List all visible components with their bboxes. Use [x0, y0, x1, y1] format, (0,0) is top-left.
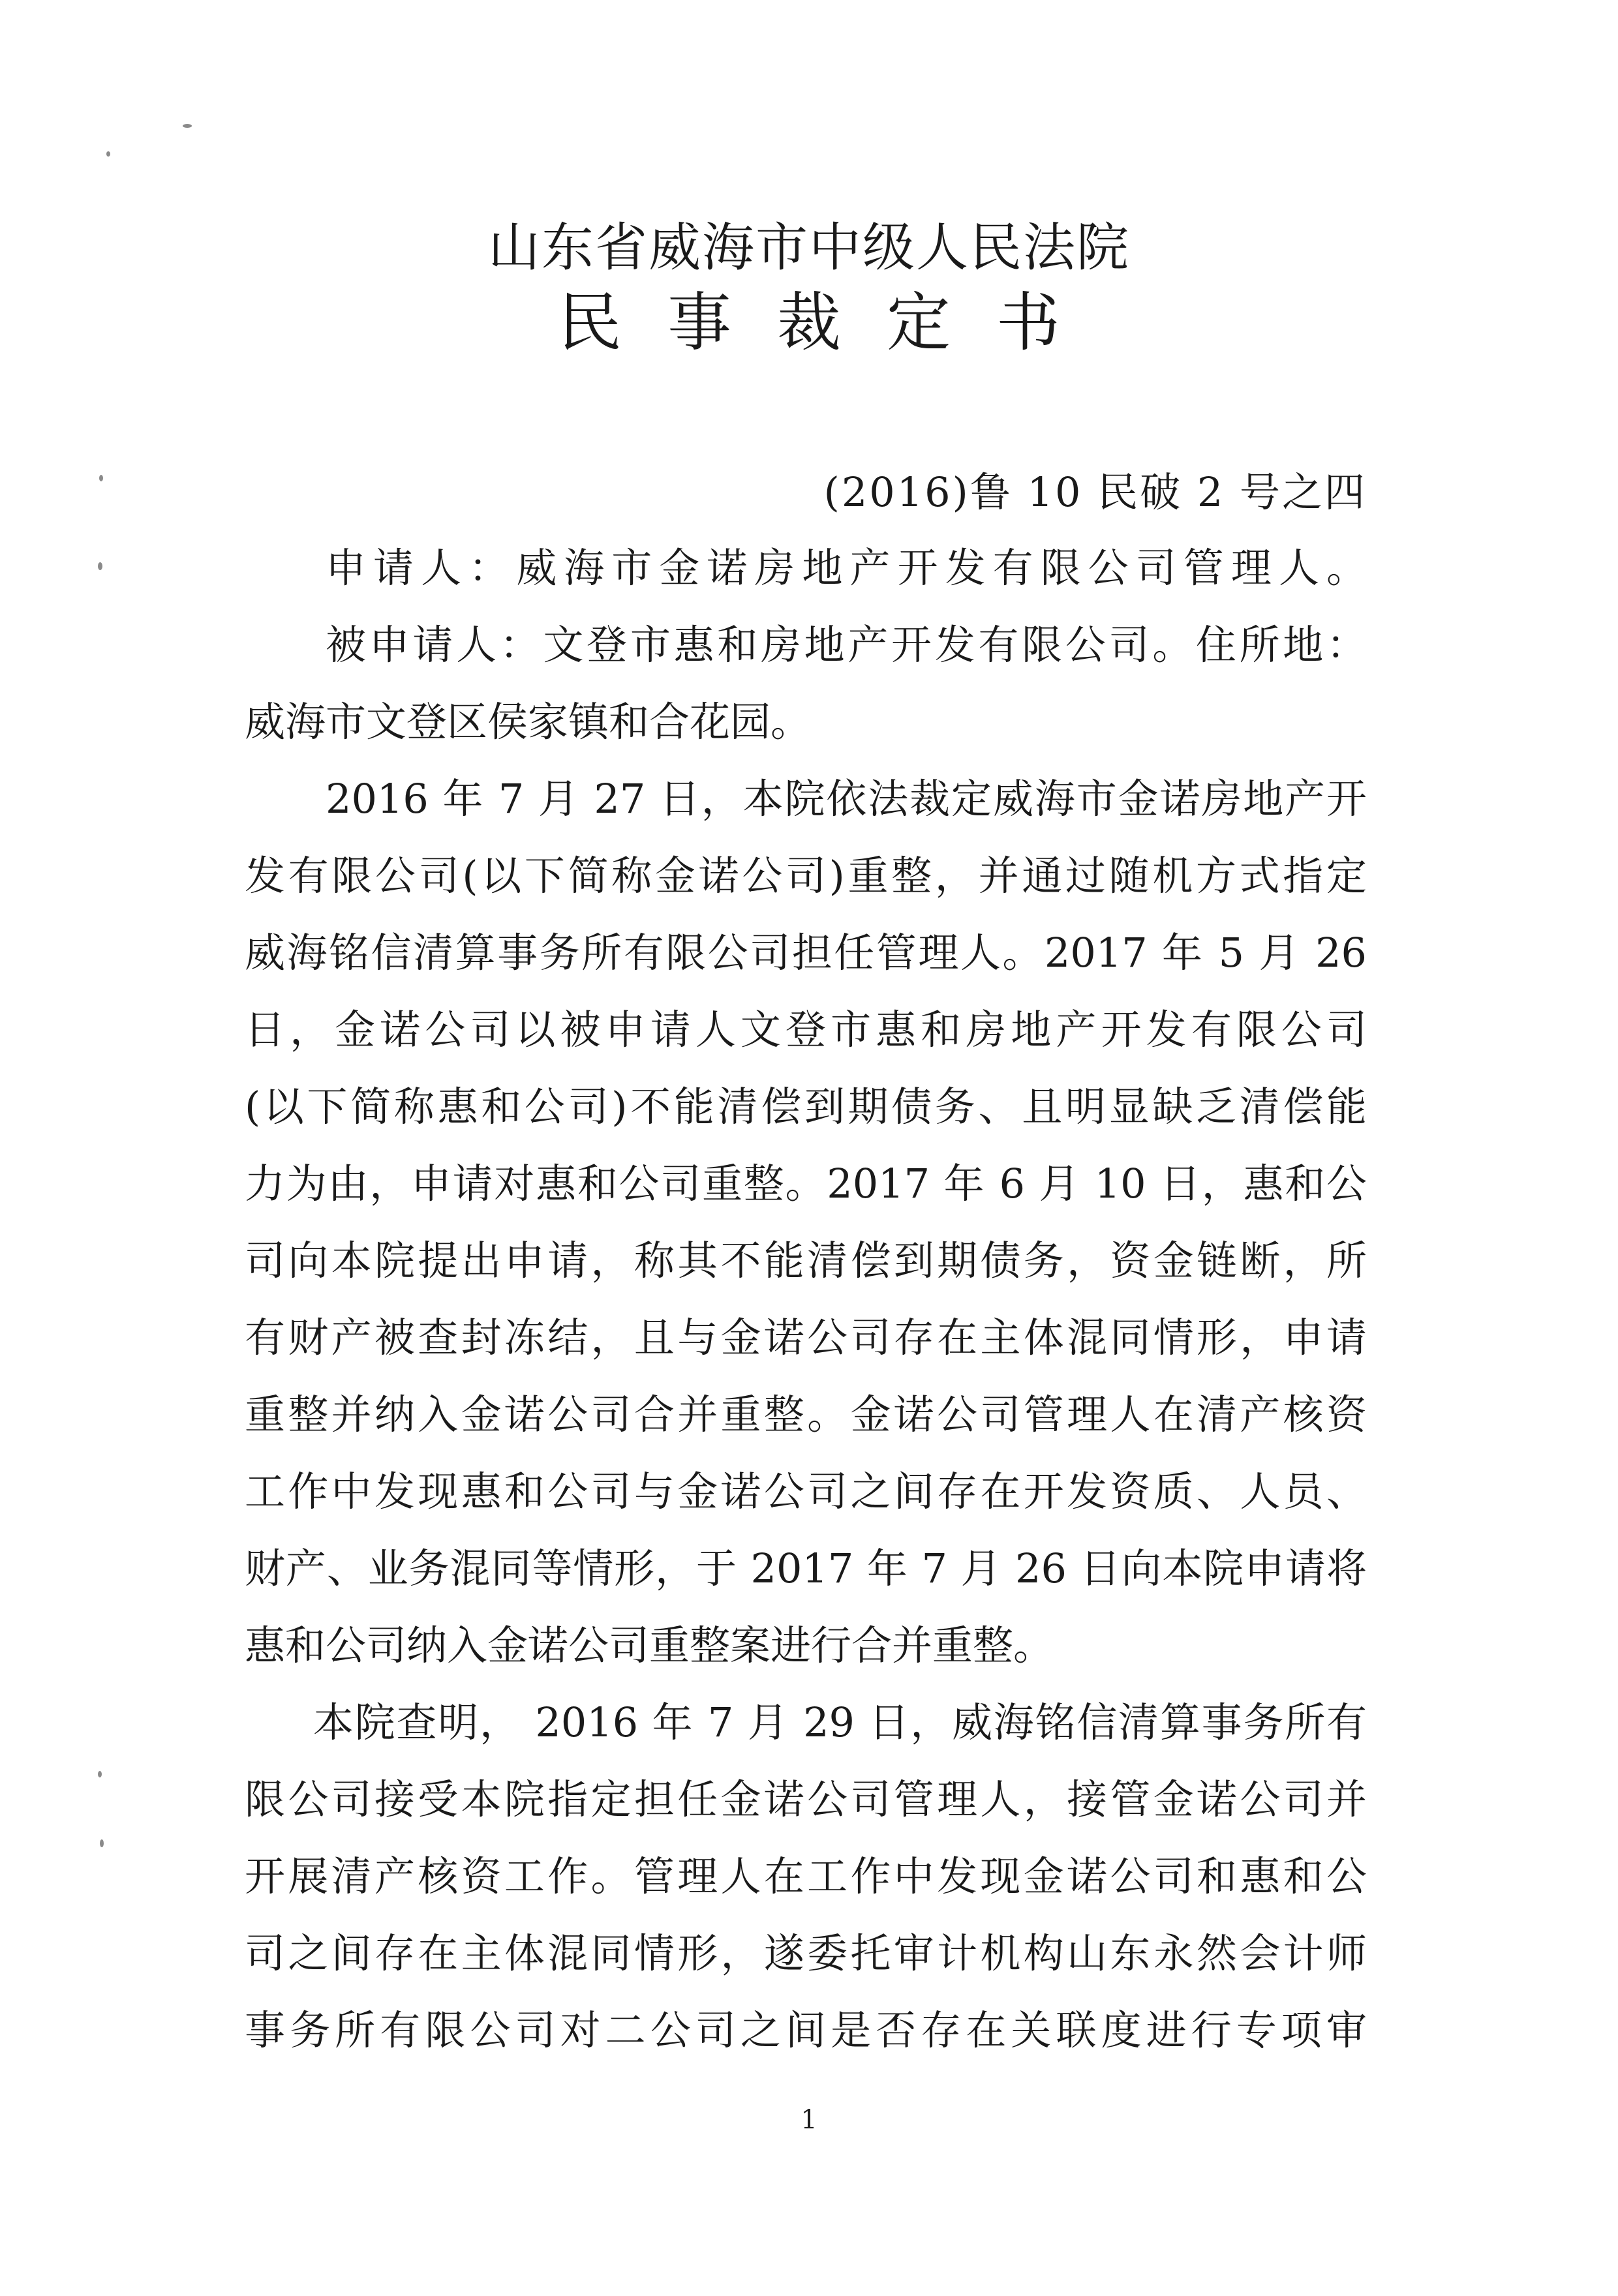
- text-line: 发有限公司(以下简称金诺公司)重整，并通过随机方式指定: [245, 852, 1367, 899]
- page-number: 1: [801, 2105, 817, 2135]
- scan-speck: [106, 151, 110, 157]
- text-line: 力为由，申请对惠和公司重整。2017 年 6 月 10 日，惠和公: [245, 1160, 1367, 1207]
- text-line: 被申请人：文登市惠和房地产开发有限公司。住所地：: [326, 621, 1367, 669]
- body-text: [245, 530, 1367, 2069]
- text-line: 财产、业务混同等情形，于 2017 年 7 月 26 日向本院申请将: [245, 1545, 1367, 1592]
- text-line: 事务所有限公司对二公司之间是否存在关联度进行专项审: [245, 2006, 1367, 2054]
- text-line: (以下简称惠和公司)不能清偿到期债务、且明显缺乏清偿能: [245, 1083, 1367, 1130]
- text-line: 惠和公司纳入金诺公司重整案进行合并重整。: [245, 1622, 1054, 1669]
- scan-speck: [98, 562, 102, 570]
- text-line: 2016 年 7 月 27 日，本院依法裁定威海市金诺房地产开: [326, 775, 1367, 823]
- text-line: 本院查明， 2016 年 7 月 29 日，威海铭信清算事务所有: [313, 1699, 1367, 1746]
- scan-speck: [98, 1771, 102, 1777]
- text-line: 威海市文登区侯家镇和合花园。: [245, 698, 812, 746]
- scan-speck: [99, 475, 103, 481]
- text-line: 司向本院提出申请，称其不能清偿到期债务，资金链断，所: [245, 1237, 1367, 1284]
- text-line: 申请人：威海市金诺房地产开发有限公司管理人。: [326, 544, 1367, 592]
- court-name: 山东省威海市中级人民法院: [488, 217, 1130, 278]
- text-line: 工作中发现惠和公司与金诺公司之间存在开发资质、人员、: [245, 1468, 1367, 1515]
- text-line: 限公司接受本院指定担任金诺公司管理人，接管金诺公司并: [245, 1775, 1367, 1823]
- text-line: 威海铭信清算事务所有限公司担任管理人。2017 年 5 月 26: [245, 929, 1367, 976]
- scan-speck: [183, 124, 192, 128]
- text-line: 重整并纳入金诺公司合并重整。金诺公司管理人在清产核资: [245, 1391, 1367, 1438]
- text-line: 有财产被查封冻结，且与金诺公司存在主体混同情形，申请: [245, 1314, 1367, 1361]
- document-title: 民事裁定书: [557, 286, 1106, 360]
- scan-speck: [100, 1839, 104, 1847]
- text-line: 司之间存在主体混同情形，遂委托审计机构山东永然会计师: [245, 1929, 1367, 1977]
- case-number: (2016)鲁 10 民破 2 号之四: [823, 468, 1367, 516]
- text-line: 开展清产核资工作。管理人在工作中发现金诺公司和惠和公: [245, 1852, 1367, 1900]
- text-line: 日，金诺公司以被申请人文登市惠和房地产开发有限公司: [245, 1006, 1367, 1053]
